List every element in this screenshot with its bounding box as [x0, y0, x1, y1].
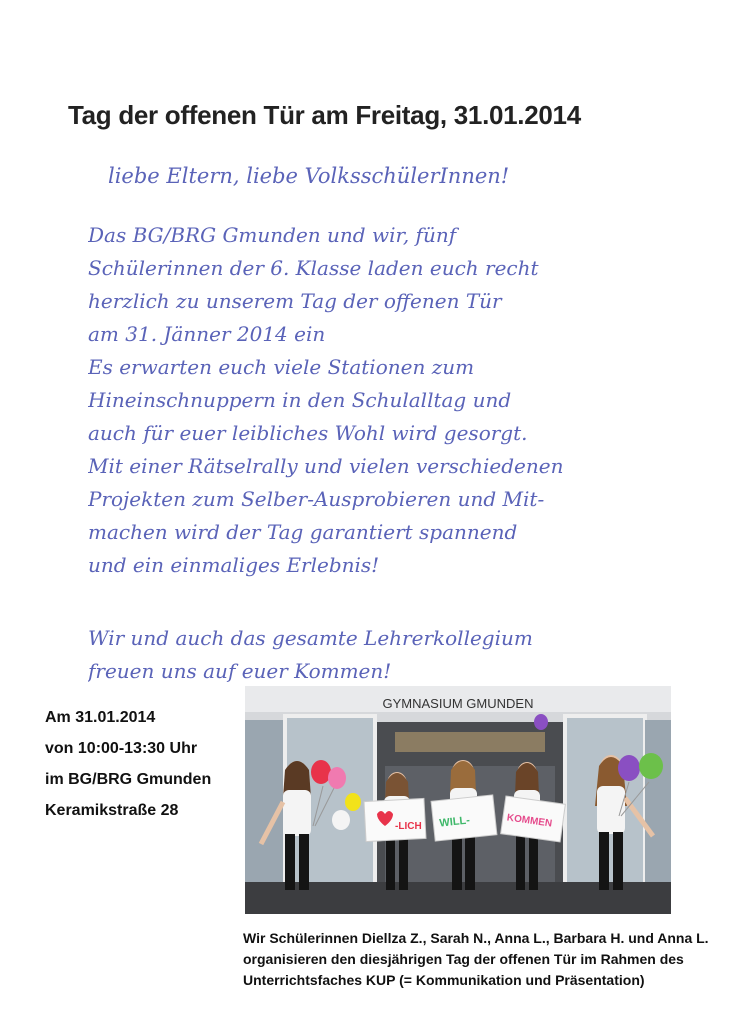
event-info — [45, 706, 245, 830]
letter-line: Es erwarten euch viele Stationen zum — [88, 355, 475, 379]
letter-line: herzlich zu unserem Tag der offenen Tür — [88, 289, 502, 313]
placard-text-kommen: KOMMEN — [506, 812, 553, 830]
inner-plaque — [395, 732, 545, 752]
balloon-purple-top — [534, 714, 548, 730]
letter-spacer — [88, 582, 708, 622]
page-title: Tag der offenen Tür am Freitag, 31.01.2014 — [68, 100, 581, 130]
group-photo — [245, 686, 671, 914]
event-location: im BG/BRG Gmunden — [45, 771, 212, 788]
letter-line: am 31. Jänner 2014 ein — [88, 322, 326, 346]
placard-text-lich: -LICH — [395, 821, 422, 832]
letter-line: auch für euer leibliches Wohl wird gesorgt. — [88, 421, 528, 445]
letter-line: Hineinschnuppern in den Schulalltag und — [88, 388, 512, 412]
letter-line: Das BG/BRG Gmunden und wir, fünf — [88, 223, 457, 247]
placard-will — [431, 795, 497, 841]
placard-text-will: WILL- — [438, 814, 471, 830]
letter-line: machen wird der Tag garantiert spannend — [88, 520, 518, 544]
event-time: von 10:00-13:30 Uhr — [45, 740, 198, 757]
event-address: Keramikstraße 28 — [45, 802, 179, 819]
letter-line: Schülerinnen der 6. Klasse laden euch recht — [88, 256, 539, 280]
placard-kommen — [501, 796, 566, 842]
placard-heart-lich — [364, 798, 426, 841]
letter-line: Projekten zum Selber-Ausprobieren und Mit- — [88, 487, 545, 511]
letter-greeting: liebe Eltern, liebe VolksschülerInnen! — [108, 164, 510, 188]
letter-closing-line: freuen uns auf euer Kommen! — [88, 659, 392, 683]
group-photo-illustration — [245, 686, 671, 914]
handwritten-letter — [88, 160, 708, 688]
event-date: Am 31.01.2014 — [45, 709, 156, 726]
letter-line: Mit einer Rätselrally und vielen verschiedenen — [88, 454, 564, 478]
building-sign: GYMNASIUM GMUNDEN — [382, 696, 534, 711]
letter-closing-line: Wir und auch das gesamte Lehrerkollegium — [88, 626, 533, 650]
photo-caption: Wir Schülerinnen Diellza Z., Sarah N., Anna L., Barbara H. und Anna L. organisieren den diesjährigen Tag der offenen Tür im Rahmen des Unterrichtsfaches KUP (= Kommunikation und Präsentation) — [243, 930, 709, 988]
letter-line: und ein einmaliges Erlebnis! — [88, 553, 380, 577]
